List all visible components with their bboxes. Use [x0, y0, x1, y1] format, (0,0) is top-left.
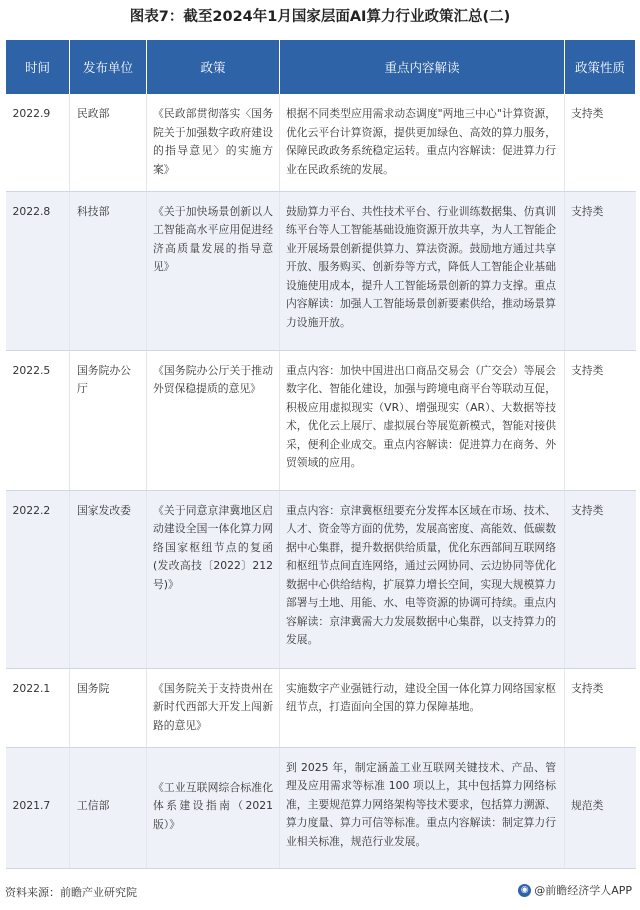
cell-content: 根据不同类型应用需求动态调度"两地三中心"计算资源，优化云平台计算资源，提供更加绿色、高效的算力服务，保障民政政务系统稳定运转。重点内容解读：促进算力行业在民政系统的发展。: [280, 94, 565, 191]
cell-nature: 支持类: [565, 191, 636, 350]
source-note: 资料来源：前瞻产业研究院: [5, 886, 137, 899]
table-header-row: [6, 40, 636, 94]
cell-dept: 工信部: [70, 747, 147, 868]
cell-nature: 支持类: [565, 94, 636, 191]
cell-policy: 《关于加快场景创新以人工智能高水平应用促进经济高质量发展的指导意见》: [147, 191, 280, 350]
cell-dept: 国家发改委: [70, 490, 147, 668]
cell-nature: 支持类: [565, 668, 636, 747]
cell-date: 2021.7: [6, 747, 70, 868]
brand-watermark: [518, 882, 632, 898]
table-row: [6, 191, 636, 350]
cell-policy: 《关于同意京津冀地区启动建设全国一体化算力网络国家枢纽节点的复函(发改高技〔2022〕212号)》: [147, 490, 280, 668]
cell-date: 2022.5: [6, 350, 70, 490]
page-title: 图表7：截至2024年1月国家层面AI算力行业政策汇总(二): [129, 9, 511, 25]
cell-policy: 《国务院关于支持贵州在新时代西部大开发上闯新路的意见》: [147, 668, 280, 747]
table-row: [6, 350, 636, 490]
cell-date: 2022.8: [6, 191, 70, 350]
cell-policy: 《国务院办公厅关于推动外贸保稳提质的意见》: [147, 350, 280, 490]
cell-nature: 支持类: [565, 350, 636, 490]
cell-dept: 国务院: [70, 668, 147, 747]
cell-date: 2022.2: [6, 490, 70, 668]
cell-dept: 民政部: [70, 94, 147, 191]
brand-logo-icon: ◉: [518, 884, 531, 897]
table-row: [6, 94, 636, 191]
header-content: 重点内容解读: [280, 40, 565, 94]
cell-content: 鼓励算力平台、共性技术平台、行业训练数据集、仿真训练平台等人工智能基础设施资源开放共享，为人工智能企业开展场景创新提供算力、算法资源。鼓励地方通过共享开放、服务购买、创新券等方式，降低人工智能企业基础设施使用成本，提升人工智能场景创新的算力支撑。重点内容解读：加强人工智能场景创新要素供给，推动场景算力设施开放。: [280, 191, 565, 350]
header-policy: 政策: [147, 40, 280, 94]
header-dept: 发布单位: [70, 40, 147, 94]
header-date: 时间: [6, 40, 70, 94]
cell-content: 实施数字产业强链行动，建设全国一体化算力网络国家枢纽节点，打造面向全国的算力保障基地。: [280, 668, 565, 747]
table-row: [6, 668, 636, 747]
cell-content: 到 2025 年，制定涵盖工业互联网关键技术、产品、管理及应用需求等标准 100 项以上，其中包括算力网络标准，主要规范算力网络架构等技术要求，包括算力溯源、算力度量、算力可信等标准。重点内容解读：制定算力行业相关标准，规范行业发展。: [280, 747, 565, 868]
cell-date: 2022.1: [6, 668, 70, 747]
cell-policy: 《工业互联网综合标准化体系建设指南（2021版）》: [147, 747, 280, 868]
cell-nature: 支持类: [565, 490, 636, 668]
cell-policy: 《民政部贯彻落实〈国务院关于加强数字政府建设的指导意见〉的实施方案》: [147, 94, 280, 191]
cell-content: 重点内容：加快中国进出口商品交易会（广交会）等展会数字化、智能化建设，加强与跨境电商平台等联动互促，积极应用虚拟现实（VR）、增强现实（AR）、大数据等技术，优化云上展厅、虚拟展台等展览新模式，智能对接供采，便利企业成交。重点内容解读：促进算力在商务、外贸领域的应用。: [280, 350, 565, 490]
cell-dept: 国务院办公厅: [70, 350, 147, 490]
cell-date: 2022.9: [6, 94, 70, 191]
table-row: [6, 490, 636, 668]
header-nature: 政策性质: [565, 40, 636, 94]
cell-content: 重点内容：京津冀枢纽要充分发挥本区域在市场、技术、人才、资金等方面的优势，发展高密度、高能效、低碳数据中心集群，提升数据供给质量，优化东西部间互联网络和枢纽节点间直连网络，通过云网协同、云边协同等优化数据中心供给结构，扩展算力增长空间，实现大规模算力部署与土地、用能、水、电等资源的协调可持续。重点内容解读：京津冀需大力发展数据中心集群，以支持算力的发展。: [280, 490, 565, 668]
policy-table: [5, 40, 636, 869]
cell-dept: 科技部: [70, 191, 147, 350]
cell-nature: 规范类: [565, 747, 636, 868]
table-row: [6, 747, 636, 868]
brand-text: @前瞻经济学人APP: [534, 884, 632, 897]
